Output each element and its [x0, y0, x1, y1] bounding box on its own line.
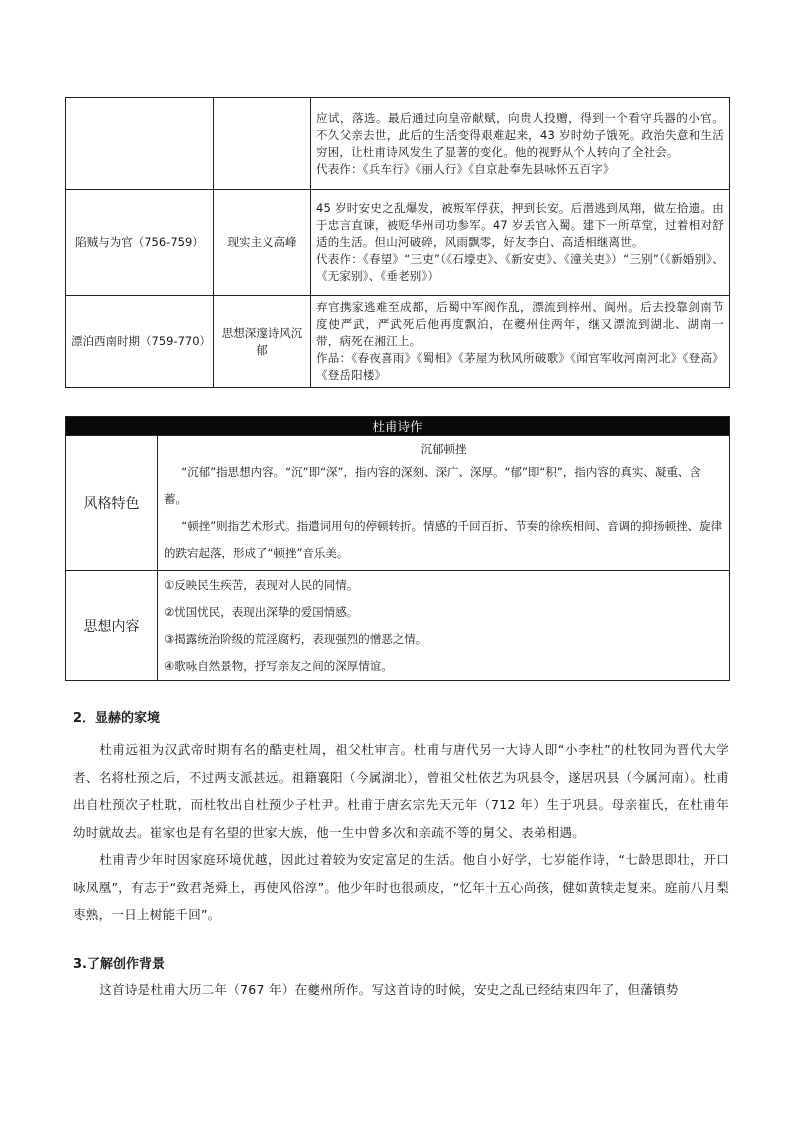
period-cell: 漂泊西南时期（759-770）: [66, 296, 214, 388]
paragraph: 杜甫远祖为汉武帝时期有名的酷吏杜周，祖父杜审言。杜甫与唐代另一大诗人即“小李杜”的杜牧同为晋代大学者、名将杜预之后，不过两支派甚远。祖籍襄阳（今属湖北），曾祖父杜依艺为巩县令，遂居巩县（今属河南）。杜甫出自杜预次子杜耽，而杜牧出自杜预少子杜尹。杜甫于唐玄宗先天元年（712 年）生于巩县。母亲崔氏，在杜甫年幼时就故去。崔家也是有名望的世家大族，他一生中曾多次和亲疏不等的舅父、表弟相遇。: [73, 742, 729, 840]
style-label: 风格特色: [66, 436, 158, 571]
description-cell: [311, 296, 730, 388]
table-header: 杜甫诗作: [66, 417, 730, 436]
section-heading: 3.了解创作背景: [73, 957, 165, 972]
thought-content: [158, 571, 730, 681]
style-cell: 思想深邃诗风沉郁: [214, 296, 311, 388]
table-row: [66, 571, 730, 681]
table-header-row: [66, 417, 730, 436]
representative-works: 代表作：《兵车行》《丽人行》《自京赴奉先县咏怀五百字》: [316, 161, 615, 176]
section-2: [73, 708, 729, 929]
section-heading: 2．显赫的家境: [73, 711, 161, 726]
poetry-table: [65, 416, 730, 681]
list-item: ②忧国忧民，表现出深挚的爱国情感。: [164, 604, 359, 619]
paragraph: 这首诗是杜甫大历二年（767 年）在夔州所作。写这首诗的时候，安史之乱已经结束四年了，但藩镇势: [99, 982, 679, 997]
style-content: [158, 436, 730, 571]
table-row: [66, 98, 730, 190]
description-cell: [311, 190, 730, 296]
table-row: [66, 190, 730, 296]
life-periods-table: [65, 97, 730, 388]
description-text: 弃官携家逃难至成都，后蜀中军阀作乱，漂流到梓州、阆州。后去投靠剑南节度使严武，严武死后他再度飘泊，在夔州住两年，继又漂流到湖北、湖南一带，病死在湘江上。: [316, 300, 724, 348]
representative-works: 代表作：《春望》“三吏”（《石壕吏》、《新安吏》、《潼关吏》）“三别”（《新婚别》、《无家别》、《垂老别》）: [316, 252, 724, 283]
description-cell: [311, 98, 730, 190]
description-text: 应试，落选。最后通过向皇帝献赋，向贵人投赠，得到一个看守兵器的小官。不久父亲去世，此后的生活变得艰难起来，43 岁时幼子饿死。政治失意和生活穷困，让杜甫诗风发生了显著的变化。他的视野从个人转向了全社会。: [316, 110, 724, 159]
style-cell: [214, 98, 311, 190]
list-item: ③揭露统治阶级的荒淫腐朽，表现强烈的憎恶之情。: [164, 631, 428, 646]
description-text: 45 岁时安史之乱爆发，被叛军俘获，押到长安。后潜逃到凤翔，做左拾遗。由于忠言直谏，被贬华州司功参军。47 岁丢官入蜀。建下一所草堂，过着相对舒适的生活。但山河破碎，风雨飘零，好友李白、高适相继离世。: [316, 201, 724, 249]
paragraph: 杜甫青少年时因家庭环境优越，因此过着较为安定富足的生活。他自小好学，七岁能作诗，“七龄思即壮，开口咏凤凰”，有志于“致君尧舜上，再使风俗淳”。他少年时也很顽皮，“忆年十五心尚孩，健如黄犊走复来。庭前八月梨枣熟，一日上树能千回”。: [73, 852, 729, 922]
style-cell: 现实主义高峰: [214, 190, 311, 296]
list-item: ④歌咏自然景物，抒写亲友之间的深厚情谊。: [164, 658, 393, 673]
period-cell: 陷贼与为官（756-759）: [66, 190, 214, 296]
list-item: ①反映民生疾苦，表现对人民的同情。: [164, 577, 359, 592]
style-title: 沉郁顿挫: [420, 442, 467, 456]
table-row: [66, 296, 730, 388]
table-row: [66, 436, 730, 571]
representative-works: 作品：《春夜喜雨》《蜀相》《茅屋为秋风所破歌》《闻官军收河南河北》《登高》《登岳阳楼》: [316, 351, 724, 382]
style-line: “顿挫”则指艺术形式。指遣词用句的停顿转折。情感的千回百折、节奏的徐疾相间、音调的抑扬顿挫、旋律的跌宕起落，形成了“顿挫”音乐美。: [164, 519, 723, 560]
section-3: [73, 954, 729, 1004]
period-cell: [66, 98, 214, 190]
style-line: “沉郁”指思想内容。“沉”即“深”，指内容的深刻、深广、深厚。“郁”即“积”，指内容的真实、凝重、含蓄。: [164, 465, 701, 506]
thought-label: 思想内容: [66, 571, 158, 681]
